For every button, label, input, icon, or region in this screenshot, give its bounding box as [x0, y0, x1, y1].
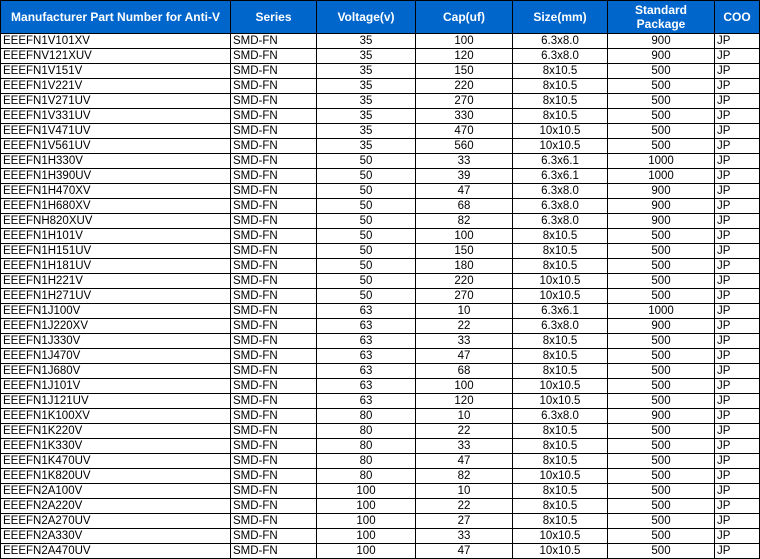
cell-series: SMD-FN: [231, 139, 317, 154]
cell-size: 6.3x8.0: [513, 319, 608, 334]
table-row: [1, 394, 760, 409]
cell-series: SMD-FN: [231, 109, 317, 124]
cell-size: 10x10.5: [513, 289, 608, 304]
cell-capacitance: 22: [416, 499, 513, 514]
cell-capacitance: 47: [416, 454, 513, 469]
cell-size: 8x10.5: [513, 79, 608, 94]
cell-part-number: EEEFN2A470UV: [1, 544, 231, 559]
cell-voltage: 63: [317, 304, 416, 319]
cell-capacitance: 470: [416, 124, 513, 139]
cell-capacitance: 33: [416, 334, 513, 349]
cell-country-of-origin: JP: [715, 154, 760, 169]
cell-size: 8x10.5: [513, 109, 608, 124]
cell-country-of-origin: JP: [715, 424, 760, 439]
cell-capacitance: 120: [416, 49, 513, 64]
cell-capacitance: 150: [416, 244, 513, 259]
cell-voltage: 80: [317, 439, 416, 454]
table-row: [1, 304, 760, 319]
cell-series: SMD-FN: [231, 304, 317, 319]
cell-size: 8x10.5: [513, 229, 608, 244]
header-row: [1, 1, 760, 34]
table-header: [1, 1, 760, 34]
cell-part-number: EEEFN1H271UV: [1, 289, 231, 304]
cell-voltage: 35: [317, 64, 416, 79]
cell-standard-package: 1000: [608, 154, 715, 169]
cell-capacitance: 33: [416, 529, 513, 544]
cell-size: 10x10.5: [513, 394, 608, 409]
cell-series: SMD-FN: [231, 274, 317, 289]
cell-capacitance: 47: [416, 349, 513, 364]
table-row: [1, 34, 760, 49]
cell-standard-package: 500: [608, 529, 715, 544]
cell-country-of-origin: JP: [715, 319, 760, 334]
cell-capacitance: 82: [416, 469, 513, 484]
cell-part-number: EEEFN1K220V: [1, 424, 231, 439]
cell-part-number: EEEFN1K470UV: [1, 454, 231, 469]
table-row: [1, 139, 760, 154]
cell-voltage: 100: [317, 499, 416, 514]
cell-standard-package: 900: [608, 409, 715, 424]
cell-capacitance: 10: [416, 409, 513, 424]
cell-series: SMD-FN: [231, 64, 317, 79]
cell-voltage: 100: [317, 514, 416, 529]
cell-part-number: EEEFN1J220XV: [1, 319, 231, 334]
cell-country-of-origin: JP: [715, 34, 760, 49]
cell-series: SMD-FN: [231, 334, 317, 349]
cell-part-number: EEEFNV121XUV: [1, 49, 231, 64]
cell-country-of-origin: JP: [715, 109, 760, 124]
cell-voltage: 50: [317, 274, 416, 289]
cell-standard-package: 900: [608, 319, 715, 334]
cell-series: SMD-FN: [231, 199, 317, 214]
cell-country-of-origin: JP: [715, 304, 760, 319]
cell-series: SMD-FN: [231, 34, 317, 49]
cell-country-of-origin: JP: [715, 199, 760, 214]
table-row: [1, 349, 760, 364]
table-row: [1, 454, 760, 469]
cell-size: 6.3x8.0: [513, 409, 608, 424]
cell-standard-package: 500: [608, 394, 715, 409]
cell-part-number: EEEFN1V101XV: [1, 34, 231, 49]
cell-part-number: EEEFN1V561UV: [1, 139, 231, 154]
cell-series: SMD-FN: [231, 259, 317, 274]
cell-series: SMD-FN: [231, 154, 317, 169]
cell-country-of-origin: JP: [715, 379, 760, 394]
cell-standard-package: 500: [608, 79, 715, 94]
cell-voltage: 35: [317, 34, 416, 49]
cell-size: 8x10.5: [513, 514, 608, 529]
cell-country-of-origin: JP: [715, 289, 760, 304]
cell-size: 6.3x6.1: [513, 304, 608, 319]
cell-voltage: 50: [317, 199, 416, 214]
table-row: [1, 439, 760, 454]
cell-standard-package: 500: [608, 364, 715, 379]
cell-standard-package: 900: [608, 199, 715, 214]
cell-size: 8x10.5: [513, 484, 608, 499]
cell-series: SMD-FN: [231, 364, 317, 379]
cell-part-number: EEEFN1V271UV: [1, 94, 231, 109]
cell-voltage: 63: [317, 379, 416, 394]
cell-size: 10x10.5: [513, 529, 608, 544]
table-row: [1, 364, 760, 379]
cell-size: 6.3x8.0: [513, 49, 608, 64]
cell-voltage: 35: [317, 49, 416, 64]
cell-series: SMD-FN: [231, 484, 317, 499]
cell-voltage: 35: [317, 139, 416, 154]
cell-size: 8x10.5: [513, 244, 608, 259]
cell-standard-package: 500: [608, 499, 715, 514]
cell-part-number: EEEFN1K330V: [1, 439, 231, 454]
cell-voltage: 35: [317, 94, 416, 109]
cell-size: 8x10.5: [513, 364, 608, 379]
cell-country-of-origin: JP: [715, 274, 760, 289]
table-row: [1, 169, 760, 184]
cell-standard-package: 900: [608, 49, 715, 64]
cell-series: SMD-FN: [231, 319, 317, 334]
cell-part-number: EEEFN1H330V: [1, 154, 231, 169]
table-row: [1, 424, 760, 439]
cell-standard-package: 500: [608, 139, 715, 154]
cell-size: 8x10.5: [513, 499, 608, 514]
table-body: [1, 34, 760, 559]
cell-series: SMD-FN: [231, 439, 317, 454]
cell-capacitance: 10: [416, 484, 513, 499]
cell-country-of-origin: JP: [715, 484, 760, 499]
cell-country-of-origin: JP: [715, 394, 760, 409]
cell-size: 8x10.5: [513, 94, 608, 109]
table-row: [1, 529, 760, 544]
cell-series: SMD-FN: [231, 529, 317, 544]
cell-size: 6.3x8.0: [513, 199, 608, 214]
cell-series: SMD-FN: [231, 454, 317, 469]
cell-voltage: 50: [317, 214, 416, 229]
cell-voltage: 50: [317, 289, 416, 304]
cell-voltage: 35: [317, 124, 416, 139]
cell-part-number: EEEFN1J121UV: [1, 394, 231, 409]
table-row: [1, 244, 760, 259]
cell-country-of-origin: JP: [715, 544, 760, 559]
cell-voltage: 100: [317, 544, 416, 559]
cell-country-of-origin: JP: [715, 169, 760, 184]
cell-capacitance: 22: [416, 319, 513, 334]
cell-country-of-origin: JP: [715, 334, 760, 349]
cell-standard-package: 1000: [608, 169, 715, 184]
cell-part-number: EEEFN1J101V: [1, 379, 231, 394]
cell-country-of-origin: JP: [715, 514, 760, 529]
cell-size: 8x10.5: [513, 424, 608, 439]
cell-series: SMD-FN: [231, 169, 317, 184]
cell-standard-package: 900: [608, 34, 715, 49]
cell-capacitance: 220: [416, 274, 513, 289]
cell-standard-package: 500: [608, 349, 715, 364]
cell-standard-package: 500: [608, 259, 715, 274]
cell-standard-package: 500: [608, 109, 715, 124]
cell-series: SMD-FN: [231, 469, 317, 484]
table-row: [1, 109, 760, 124]
cell-part-number: EEEFN1K100XV: [1, 409, 231, 424]
cell-capacitance: 220: [416, 79, 513, 94]
cell-part-number: EEEFN1J100V: [1, 304, 231, 319]
cell-standard-package: 500: [608, 124, 715, 139]
cell-part-number: EEEFN2A330V: [1, 529, 231, 544]
cell-part-number: EEEFN1H151UV: [1, 244, 231, 259]
cell-capacitance: 560: [416, 139, 513, 154]
table-row: [1, 229, 760, 244]
cell-voltage: 35: [317, 79, 416, 94]
cell-voltage: 63: [317, 319, 416, 334]
cell-size: 6.3x8.0: [513, 34, 608, 49]
cell-series: SMD-FN: [231, 394, 317, 409]
cell-voltage: 63: [317, 394, 416, 409]
cell-standard-package: 500: [608, 469, 715, 484]
cell-voltage: 50: [317, 169, 416, 184]
cell-part-number: EEEFN1V331UV: [1, 109, 231, 124]
cell-voltage: 50: [317, 154, 416, 169]
cell-size: 6.3x6.1: [513, 169, 608, 184]
cell-capacitance: 180: [416, 259, 513, 274]
cell-capacitance: 150: [416, 64, 513, 79]
header-capacitance: Cap(uf): [416, 1, 513, 34]
cell-standard-package: 500: [608, 229, 715, 244]
cell-voltage: 80: [317, 424, 416, 439]
cell-capacitance: 47: [416, 184, 513, 199]
cell-country-of-origin: JP: [715, 349, 760, 364]
cell-series: SMD-FN: [231, 184, 317, 199]
cell-part-number: EEEFN1J470V: [1, 349, 231, 364]
cell-size: 10x10.5: [513, 274, 608, 289]
cell-series: SMD-FN: [231, 349, 317, 364]
cell-standard-package: 900: [608, 214, 715, 229]
cell-series: SMD-FN: [231, 214, 317, 229]
cell-part-number: EEEFN1V151V: [1, 64, 231, 79]
cell-series: SMD-FN: [231, 499, 317, 514]
cell-capacitance: 22: [416, 424, 513, 439]
cell-series: SMD-FN: [231, 49, 317, 64]
cell-series: SMD-FN: [231, 544, 317, 559]
cell-part-number: EEEFN1V221V: [1, 79, 231, 94]
cell-country-of-origin: JP: [715, 454, 760, 469]
cell-series: SMD-FN: [231, 94, 317, 109]
cell-size: 8x10.5: [513, 259, 608, 274]
table-row: [1, 544, 760, 559]
table-row: [1, 259, 760, 274]
table-row: [1, 484, 760, 499]
table-row: [1, 379, 760, 394]
table-row: [1, 514, 760, 529]
table-row: [1, 94, 760, 109]
cell-country-of-origin: JP: [715, 79, 760, 94]
cell-size: 8x10.5: [513, 64, 608, 79]
cell-series: SMD-FN: [231, 229, 317, 244]
cell-standard-package: 500: [608, 454, 715, 469]
cell-capacitance: 330: [416, 109, 513, 124]
cell-standard-package: 500: [608, 244, 715, 259]
table-row: [1, 469, 760, 484]
cell-country-of-origin: JP: [715, 259, 760, 274]
cell-standard-package: 500: [608, 64, 715, 79]
cell-voltage: 50: [317, 229, 416, 244]
cell-voltage: 80: [317, 454, 416, 469]
header-size: Size(mm): [513, 1, 608, 34]
cell-part-number: EEEFN1H390UV: [1, 169, 231, 184]
cell-capacitance: 33: [416, 439, 513, 454]
cell-capacitance: 100: [416, 379, 513, 394]
table-row: [1, 184, 760, 199]
cell-series: SMD-FN: [231, 379, 317, 394]
cell-part-number: EEEFN1J680V: [1, 364, 231, 379]
cell-capacitance: 47: [416, 544, 513, 559]
cell-size: 10x10.5: [513, 469, 608, 484]
cell-standard-package: 500: [608, 94, 715, 109]
header-standard-package-line2: Package: [636, 17, 686, 31]
cell-voltage: 100: [317, 529, 416, 544]
cell-voltage: 50: [317, 184, 416, 199]
cell-standard-package: 1000: [608, 304, 715, 319]
cell-part-number: EEEFNH820XUV: [1, 214, 231, 229]
cell-country-of-origin: JP: [715, 64, 760, 79]
cell-voltage: 63: [317, 364, 416, 379]
cell-series: SMD-FN: [231, 244, 317, 259]
cell-part-number: EEEFN1J330V: [1, 334, 231, 349]
cell-size: 10x10.5: [513, 379, 608, 394]
cell-capacitance: 100: [416, 229, 513, 244]
cell-part-number: EEEFN1H101V: [1, 229, 231, 244]
header-country-of-origin: COO: [715, 1, 760, 34]
cell-capacitance: 68: [416, 364, 513, 379]
cell-capacitance: 10: [416, 304, 513, 319]
header-standard-package-line1: Standard: [634, 3, 687, 17]
cell-standard-package: 500: [608, 379, 715, 394]
cell-series: SMD-FN: [231, 409, 317, 424]
cell-voltage: 50: [317, 259, 416, 274]
table-row: [1, 334, 760, 349]
cell-country-of-origin: JP: [715, 244, 760, 259]
cell-size: 8x10.5: [513, 439, 608, 454]
cell-series: SMD-FN: [231, 514, 317, 529]
table-row: [1, 409, 760, 424]
cell-size: 8x10.5: [513, 334, 608, 349]
table-row: [1, 49, 760, 64]
cell-part-number: EEEFN1V471UV: [1, 124, 231, 139]
cell-country-of-origin: JP: [715, 529, 760, 544]
cell-series: SMD-FN: [231, 79, 317, 94]
table-row: [1, 319, 760, 334]
table-row: [1, 79, 760, 94]
cell-series: SMD-FN: [231, 424, 317, 439]
cell-part-number: EEEFN2A270UV: [1, 514, 231, 529]
cell-country-of-origin: JP: [715, 364, 760, 379]
cell-size: 6.3x8.0: [513, 214, 608, 229]
cell-capacitance: 120: [416, 394, 513, 409]
table-row: [1, 274, 760, 289]
cell-size: 8x10.5: [513, 454, 608, 469]
cell-standard-package: 500: [608, 424, 715, 439]
cell-standard-package: 500: [608, 544, 715, 559]
cell-size: 10x10.5: [513, 544, 608, 559]
cell-standard-package: 500: [608, 289, 715, 304]
cell-country-of-origin: JP: [715, 499, 760, 514]
cell-country-of-origin: JP: [715, 124, 760, 139]
cell-standard-package: 500: [608, 334, 715, 349]
cell-series: SMD-FN: [231, 289, 317, 304]
cell-capacitance: 82: [416, 214, 513, 229]
cell-voltage: 80: [317, 469, 416, 484]
table-row: [1, 499, 760, 514]
cell-series: SMD-FN: [231, 124, 317, 139]
cell-part-number: EEEFN1K820UV: [1, 469, 231, 484]
cell-capacitance: 39: [416, 169, 513, 184]
cell-size: 6.3x6.1: [513, 154, 608, 169]
cell-country-of-origin: JP: [715, 94, 760, 109]
header-series: Series: [231, 1, 317, 34]
table-row: [1, 154, 760, 169]
cell-capacitance: 270: [416, 94, 513, 109]
cell-capacitance: 27: [416, 514, 513, 529]
cell-voltage: 80: [317, 409, 416, 424]
cell-standard-package: 500: [608, 514, 715, 529]
cell-country-of-origin: JP: [715, 409, 760, 424]
cell-standard-package: 500: [608, 484, 715, 499]
cell-part-number: EEEFN1H470XV: [1, 184, 231, 199]
cell-standard-package: 500: [608, 439, 715, 454]
cell-capacitance: 270: [416, 289, 513, 304]
cell-voltage: 100: [317, 484, 416, 499]
cell-country-of-origin: JP: [715, 469, 760, 484]
cell-size: 10x10.5: [513, 139, 608, 154]
table-row: [1, 289, 760, 304]
table-row: [1, 124, 760, 139]
cell-voltage: 63: [317, 334, 416, 349]
cell-part-number: EEEFN1H181UV: [1, 259, 231, 274]
cell-country-of-origin: JP: [715, 229, 760, 244]
table-row: [1, 214, 760, 229]
cell-size: 10x10.5: [513, 124, 608, 139]
cell-capacitance: 100: [416, 34, 513, 49]
cell-capacitance: 33: [416, 154, 513, 169]
table-row: [1, 199, 760, 214]
cell-country-of-origin: JP: [715, 439, 760, 454]
cell-country-of-origin: JP: [715, 184, 760, 199]
cell-country-of-origin: JP: [715, 139, 760, 154]
header-part-number: Manufacturer Part Number for Anti-V: [1, 1, 231, 34]
cell-capacitance: 68: [416, 199, 513, 214]
cell-part-number: EEEFN1H680XV: [1, 199, 231, 214]
cell-voltage: 50: [317, 244, 416, 259]
cell-part-number: EEEFN2A220V: [1, 499, 231, 514]
cell-size: 6.3x8.0: [513, 184, 608, 199]
cell-country-of-origin: JP: [715, 49, 760, 64]
cell-size: 8x10.5: [513, 349, 608, 364]
cell-part-number: EEEFN2A100V: [1, 484, 231, 499]
cell-country-of-origin: JP: [715, 214, 760, 229]
cell-standard-package: 500: [608, 274, 715, 289]
header-voltage: Voltage(v): [317, 1, 416, 34]
table-row: [1, 64, 760, 79]
cell-voltage: 35: [317, 109, 416, 124]
header-standard-package: [608, 1, 715, 34]
cell-standard-package: 900: [608, 184, 715, 199]
cell-part-number: EEEFN1H221V: [1, 274, 231, 289]
cell-voltage: 63: [317, 349, 416, 364]
